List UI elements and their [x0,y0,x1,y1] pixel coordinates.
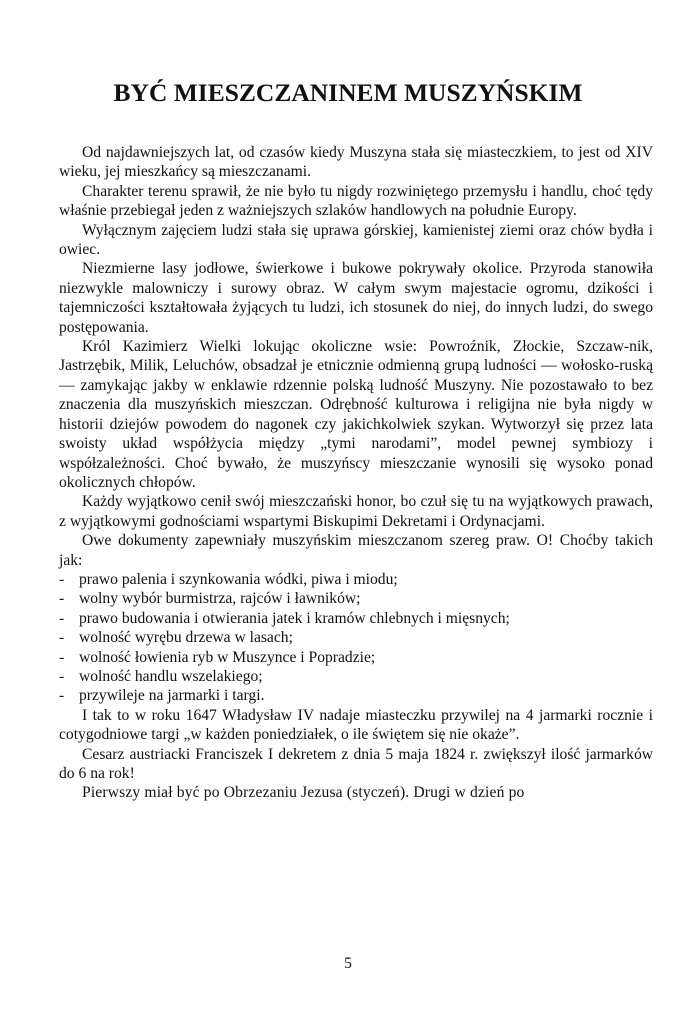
paragraph: Cesarz austriacki Franciszek I dekretem z dnia 5 maja 1824 r. zwiększył ilość jarmarków do 6 na rok! [59,745,653,782]
paragraph: Pierwszy miał być po Obrzezaniu Jezusa (styczeń). Drugi w dzień po [82,784,525,802]
list-dash: - [59,570,65,588]
list-item [59,570,653,589]
page-title: BYĆ MIESZCZANINEM MUSZYŃSKIM [113,78,583,107]
paragraph: Każdy wyjątkowo cenił swój mieszczański honor, bo czuł się tu na wyjątkowych prawach, z wyjątkowymi godnościami wspartymi Biskupimi Dekretami i Ordynacjami. [59,493,653,530]
list-item [59,686,653,705]
paragraph: Charakter terenu sprawił, że nie było tu nigdy rozwiniętego przemysłu i handlu, choć tędy właśnie przebiegał jeden z ważniejszych szlaków handlowych na południe Europy. [59,182,653,220]
list-dash: - [59,667,65,685]
list-dash: - [59,648,65,666]
paragraph: Król Kazimierz Wielki lokując okoliczne wsie: Powroźnik, Złockie, Szczaw-nik, Jastrzębik, Milik, Leluchów, obsadzał je etnicznie odmienną grupą ludności — wołosko-ruską — zamykając jakby w enklawie rdzennie polską ludność Muszyny. Nie pozostawało to bez znaczenia dla muszyńskich mieszczan. Odrębność kulturowa i religijna nie była nigdy w historii dziejów powodem do nagonek czy jakichkolwiek szykan. Wytworzył się przez lata swoisty układ współżycia między „tymi narodami”, model pewnej symbiozy i współzależności. Choć bywało, że muszyńscy mieszczanie wynosili się wysoko ponad okolicznych chłopów. [59,338,653,491]
list-dash: - [59,687,65,705]
list-dash: - [59,609,65,627]
list-item [59,609,653,628]
paragraph: Wyłącznym zajęciem ludzi stała się uprawa górskiej, kamienistej ziemi oraz chów bydła i owiec. [59,221,653,259]
paragraph: Niezmierne lasy jodłowe, świerkowe i bukowe pokrywały okolice. Przyroda stanowiła niezwykle malowniczy i surowy obraz. W całym swym majestacie ogromu, dzikości i tajemniczości kształtowała żyjących tu ludzi, ich stosunek do niej, do innych ludzi, do swego postępowania. [59,260,653,336]
list-item [59,589,653,608]
list-item [59,628,653,647]
list-item-text: przywileje na jarmarki i targi. [79,687,265,705]
body-text [59,143,653,803]
list-dash: - [59,590,65,608]
list-item-text: wolność wyrębu drzewa w lasach; [79,629,293,647]
list-item-text: prawo palenia i szynkowania wódki, piwa i miodu; [79,570,398,588]
list-item-text: wolność handlu wszelakiego; [79,667,263,685]
list-item-text: wolność łowienia ryb w Muszynce i Popradzie; [79,648,376,666]
list-item [59,648,653,667]
list-dash: - [59,629,65,647]
list-item-text: prawo budowania i otwierania jatek i kramów chlebnych i mięsnych; [79,609,510,627]
paragraph: I tak to w roku 1647 Władysław IV nadaje miasteczku przywilej na 4 jarmarki rocznie i cotygodniowe targi „w każden poniedziałek, o ile świętem się nie okaże”. [59,706,653,744]
list-item [59,667,653,686]
page-number: 5 [344,955,352,972]
paragraph: Owe dokumenty zapewniały muszyńskim mieszczanom szereg praw. O! Choćby takich jak: [59,532,653,569]
list-item-text: wolny wybór burmistrza, rajców i ławników; [79,590,361,608]
rights-list [59,570,653,706]
paragraph: Od najdawniejszych lat, od czasów kiedy Muszyna stała się miasteczkiem, to jest od XIV wieku, jej mieszkańcy są mieszczanami. [59,144,653,181]
